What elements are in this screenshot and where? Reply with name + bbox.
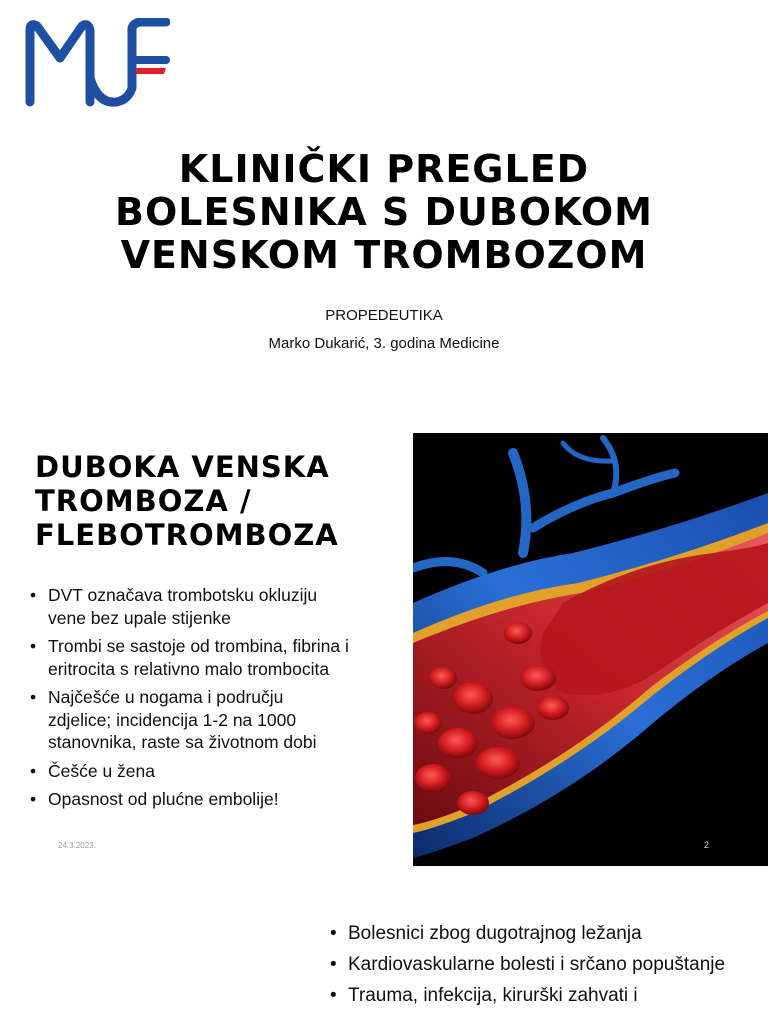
s2-title-line-3: FLEBOTROMBOZA [35, 518, 339, 552]
bullet-list-2 [330, 922, 750, 1015]
mf-logo [24, 18, 170, 108]
s2-title-line-1: DUBOKA VENSKA [35, 450, 330, 484]
slide-title [40, 148, 728, 277]
blood-clot-image [413, 433, 768, 866]
vein-illustration [413, 433, 768, 866]
list-item: • DVT označava trombotsku okluziju vene bez upale stijenke [30, 585, 318, 628]
list-item: • Kardiovaskularne bolesti i srčano popuštanje [330, 954, 726, 975]
bullet-icon: • [30, 760, 37, 781]
list-item: • Opasnost od plućne embolije! [30, 789, 279, 809]
title-line-3: VENSKOM TROMBOZOM [120, 233, 648, 277]
slide-date: 24.3.2023. [58, 841, 96, 850]
bullet-icon: • [330, 954, 337, 975]
title-line-2: BOLESNIKA S DUBOKOM [115, 190, 653, 234]
list-item: • Trauma, infekcija, kirurški zahvati i [330, 985, 638, 1006]
page-number: 2 [704, 840, 710, 850]
list-item: • Češće u žena [30, 760, 156, 781]
list-item: • Bolesnici zbog dugotrajnog ležanja [330, 923, 642, 944]
title-slide [0, 0, 768, 400]
subtitle: PROPEDEUTIKA [325, 307, 443, 324]
list-item: • Najčešće u nogama i području zdjelice; incidencija 1-2 na 1000 stanovnika, raste sa životnom dobi [30, 687, 317, 752]
bullet-icon: • [30, 789, 37, 809]
title-line-1: KLINIČKI PREGLED [178, 147, 590, 191]
s2-title-line-2: TROMBOZA / [35, 484, 252, 518]
bullet-icon: • [30, 687, 37, 707]
bullet-icon: • [330, 923, 337, 944]
slide-2-title [35, 450, 339, 552]
bullet-icon: • [330, 985, 337, 1006]
list-item: • Trombi se sastoje od trombina, fibrina i eritrocita s relativno malo trombocita [30, 636, 349, 679]
bullet-list [30, 584, 350, 817]
bullet-icon: • [30, 636, 37, 656]
author: Marko Dukarić, 3. godina Medicine [268, 335, 500, 352]
bullet-icon: • [30, 585, 37, 605]
